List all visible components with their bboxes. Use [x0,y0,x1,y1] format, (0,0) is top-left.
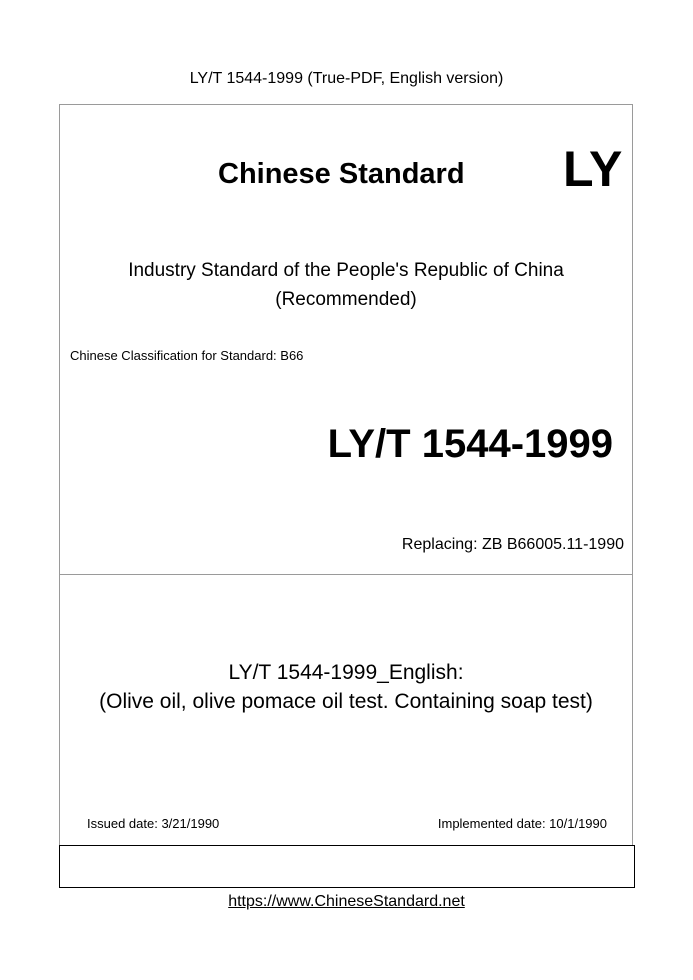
doc-title-line-1: LY/T 1544-1999_English: [228,661,464,684]
subtitle-line-1: Industry Standard of the People's Republic of China [128,260,564,281]
header-note: LY/T 1544-1999 (True-PDF, English version) [189,70,504,87]
cover-subtitle [59,256,633,314]
standard-badge: LY [563,141,623,197]
section-divider [59,574,633,575]
document-title [59,658,633,716]
subtitle-line-2: (Recommended) [275,289,417,310]
doc-title-line-2: (Olive oil, olive pomace oil test. Containing soap test) [99,690,593,713]
implemented-date: Implemented date: 10/1/1990 [437,816,607,831]
standard-number: LY/T 1544-1999 [327,422,613,466]
classification-text: Chinese Classification for Standard: B66 [70,348,304,363]
issued-date: Issued date: 3/21/1990 [87,816,220,831]
cover-title: Chinese Standard [218,158,465,190]
replacing-text: Replacing: ZB B66005.11-1990 [401,536,624,553]
website-link[interactable]: https://www.ChineseStandard.net [228,893,465,910]
cover-frame [59,104,633,846]
footer-box [59,845,635,888]
